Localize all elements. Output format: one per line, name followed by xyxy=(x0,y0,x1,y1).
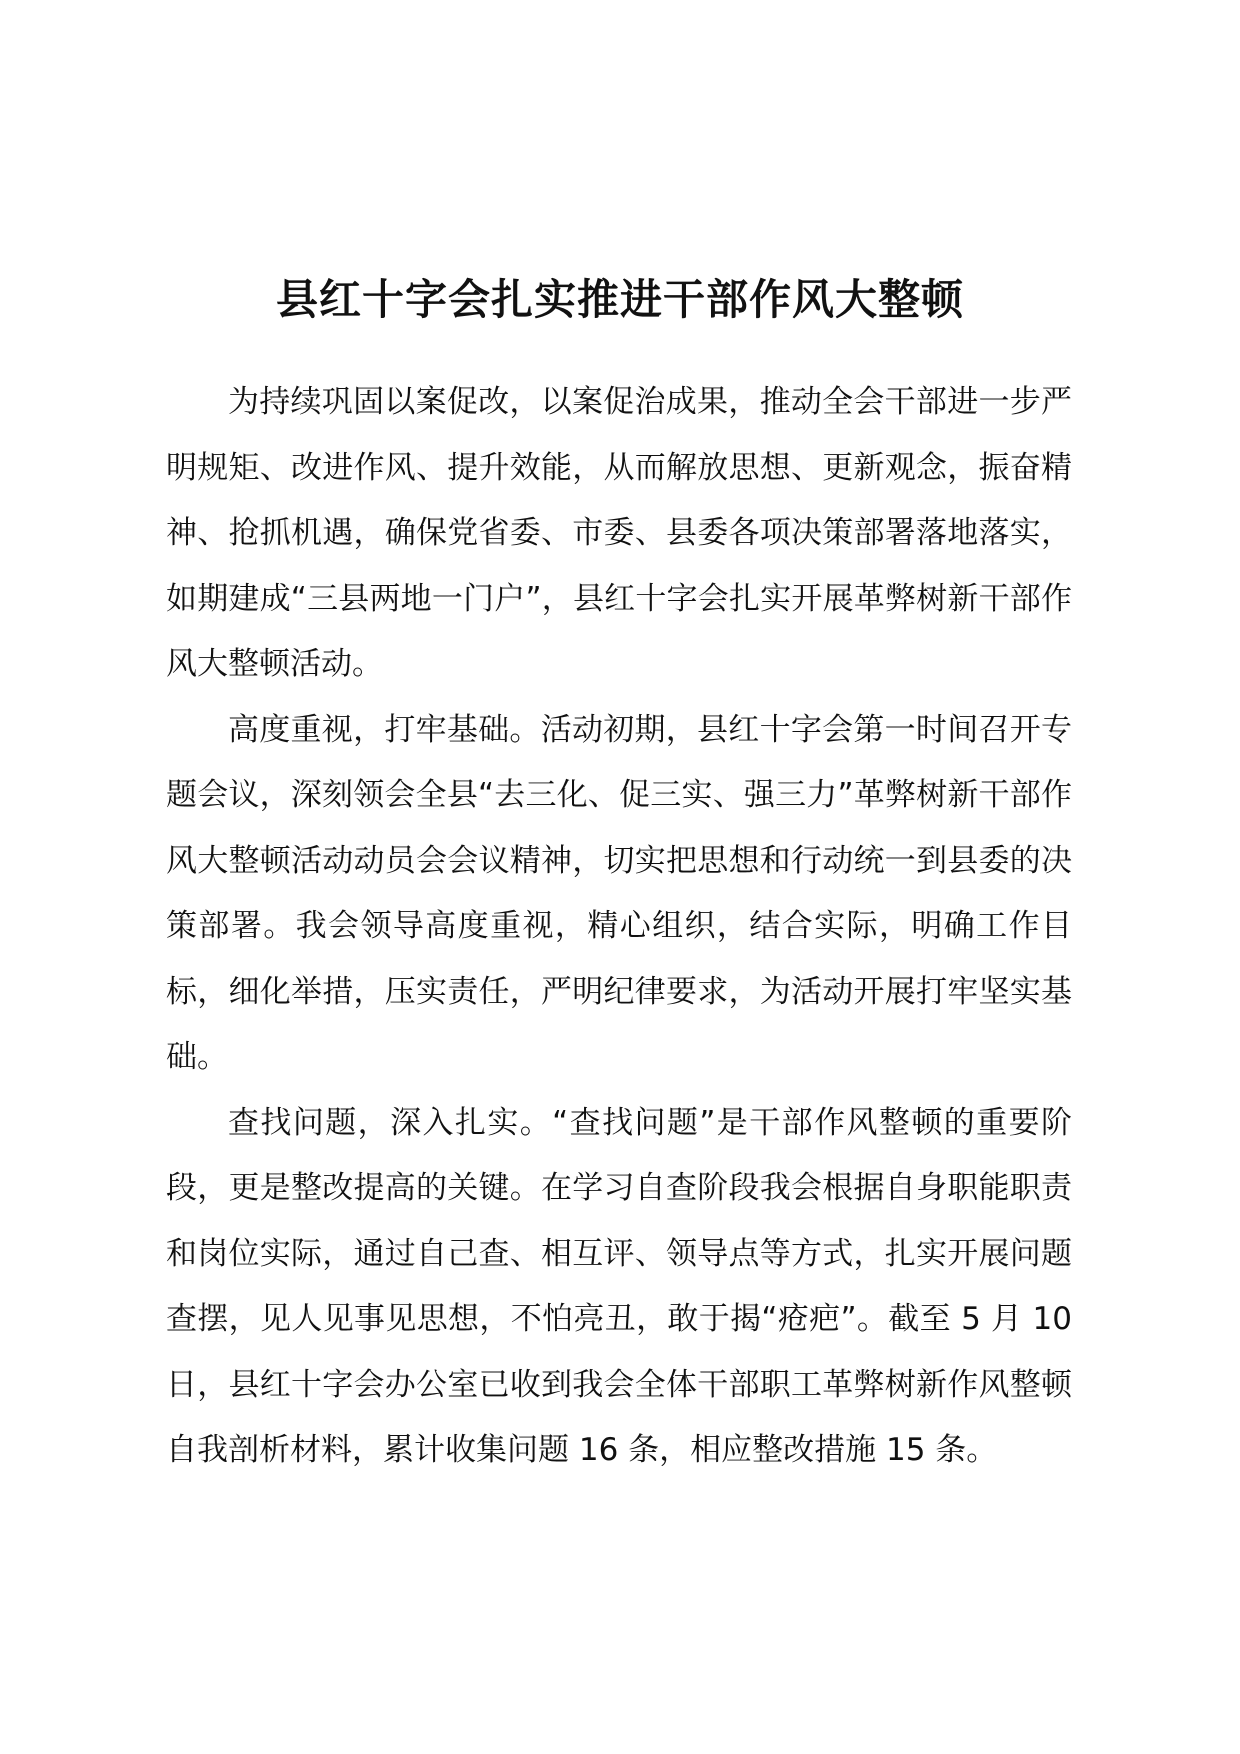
paragraph-intro: 为持续巩固以案促改，以案促治成果，推动全会干部进一步严明规矩、改进作风、提升效能，从而解放思想、更新观念，振奋精神、抢抓机遇，确保党省委、市委、县委各项决策部署落地落实，如期建成“三县两地一门户”，县红十字会扎实开展革弊树新干部作风大整顿活动。 xyxy=(166,384,1072,682)
paragraph-foundation: 高度重视，打牢基础。活动初期，县红十字会第一时间召开专题会议，深刻领会全县“去三化、促三实、强三力”革弊树新干部作风大整顿活动动员会会议精神，切实把思想和行动统一到县委的决策部署。我会领导高度重视，精心组织，结合实际，明确工作目标，细化举措，压实责任，严明纪律要求，为活动开展打牢坚实基础。 xyxy=(166,711,1072,1075)
document-body xyxy=(166,370,1072,1484)
document-title: 县红十字会扎实推进干部作风大整顿 xyxy=(275,275,964,325)
paragraph-problems: 查找问题，深入扎实。“查找问题”是干部作风整顿的重要阶段，更是整改提高的关键。在学习自查阶段我会根据自身职能职责和岗位实际，通过自己查、相互评、领导点等方式，扎实开展问题查摆，见人见事见思想，不怕亮丑，敢于揭“疮疤”。截至 5 月 10 日，县红十字会办公室已收到我会全体干部职工革弊树新作风整顿自我剖析材料，累计收集问题 16 条，相应整改措施 15 条。 xyxy=(166,1104,1072,1468)
